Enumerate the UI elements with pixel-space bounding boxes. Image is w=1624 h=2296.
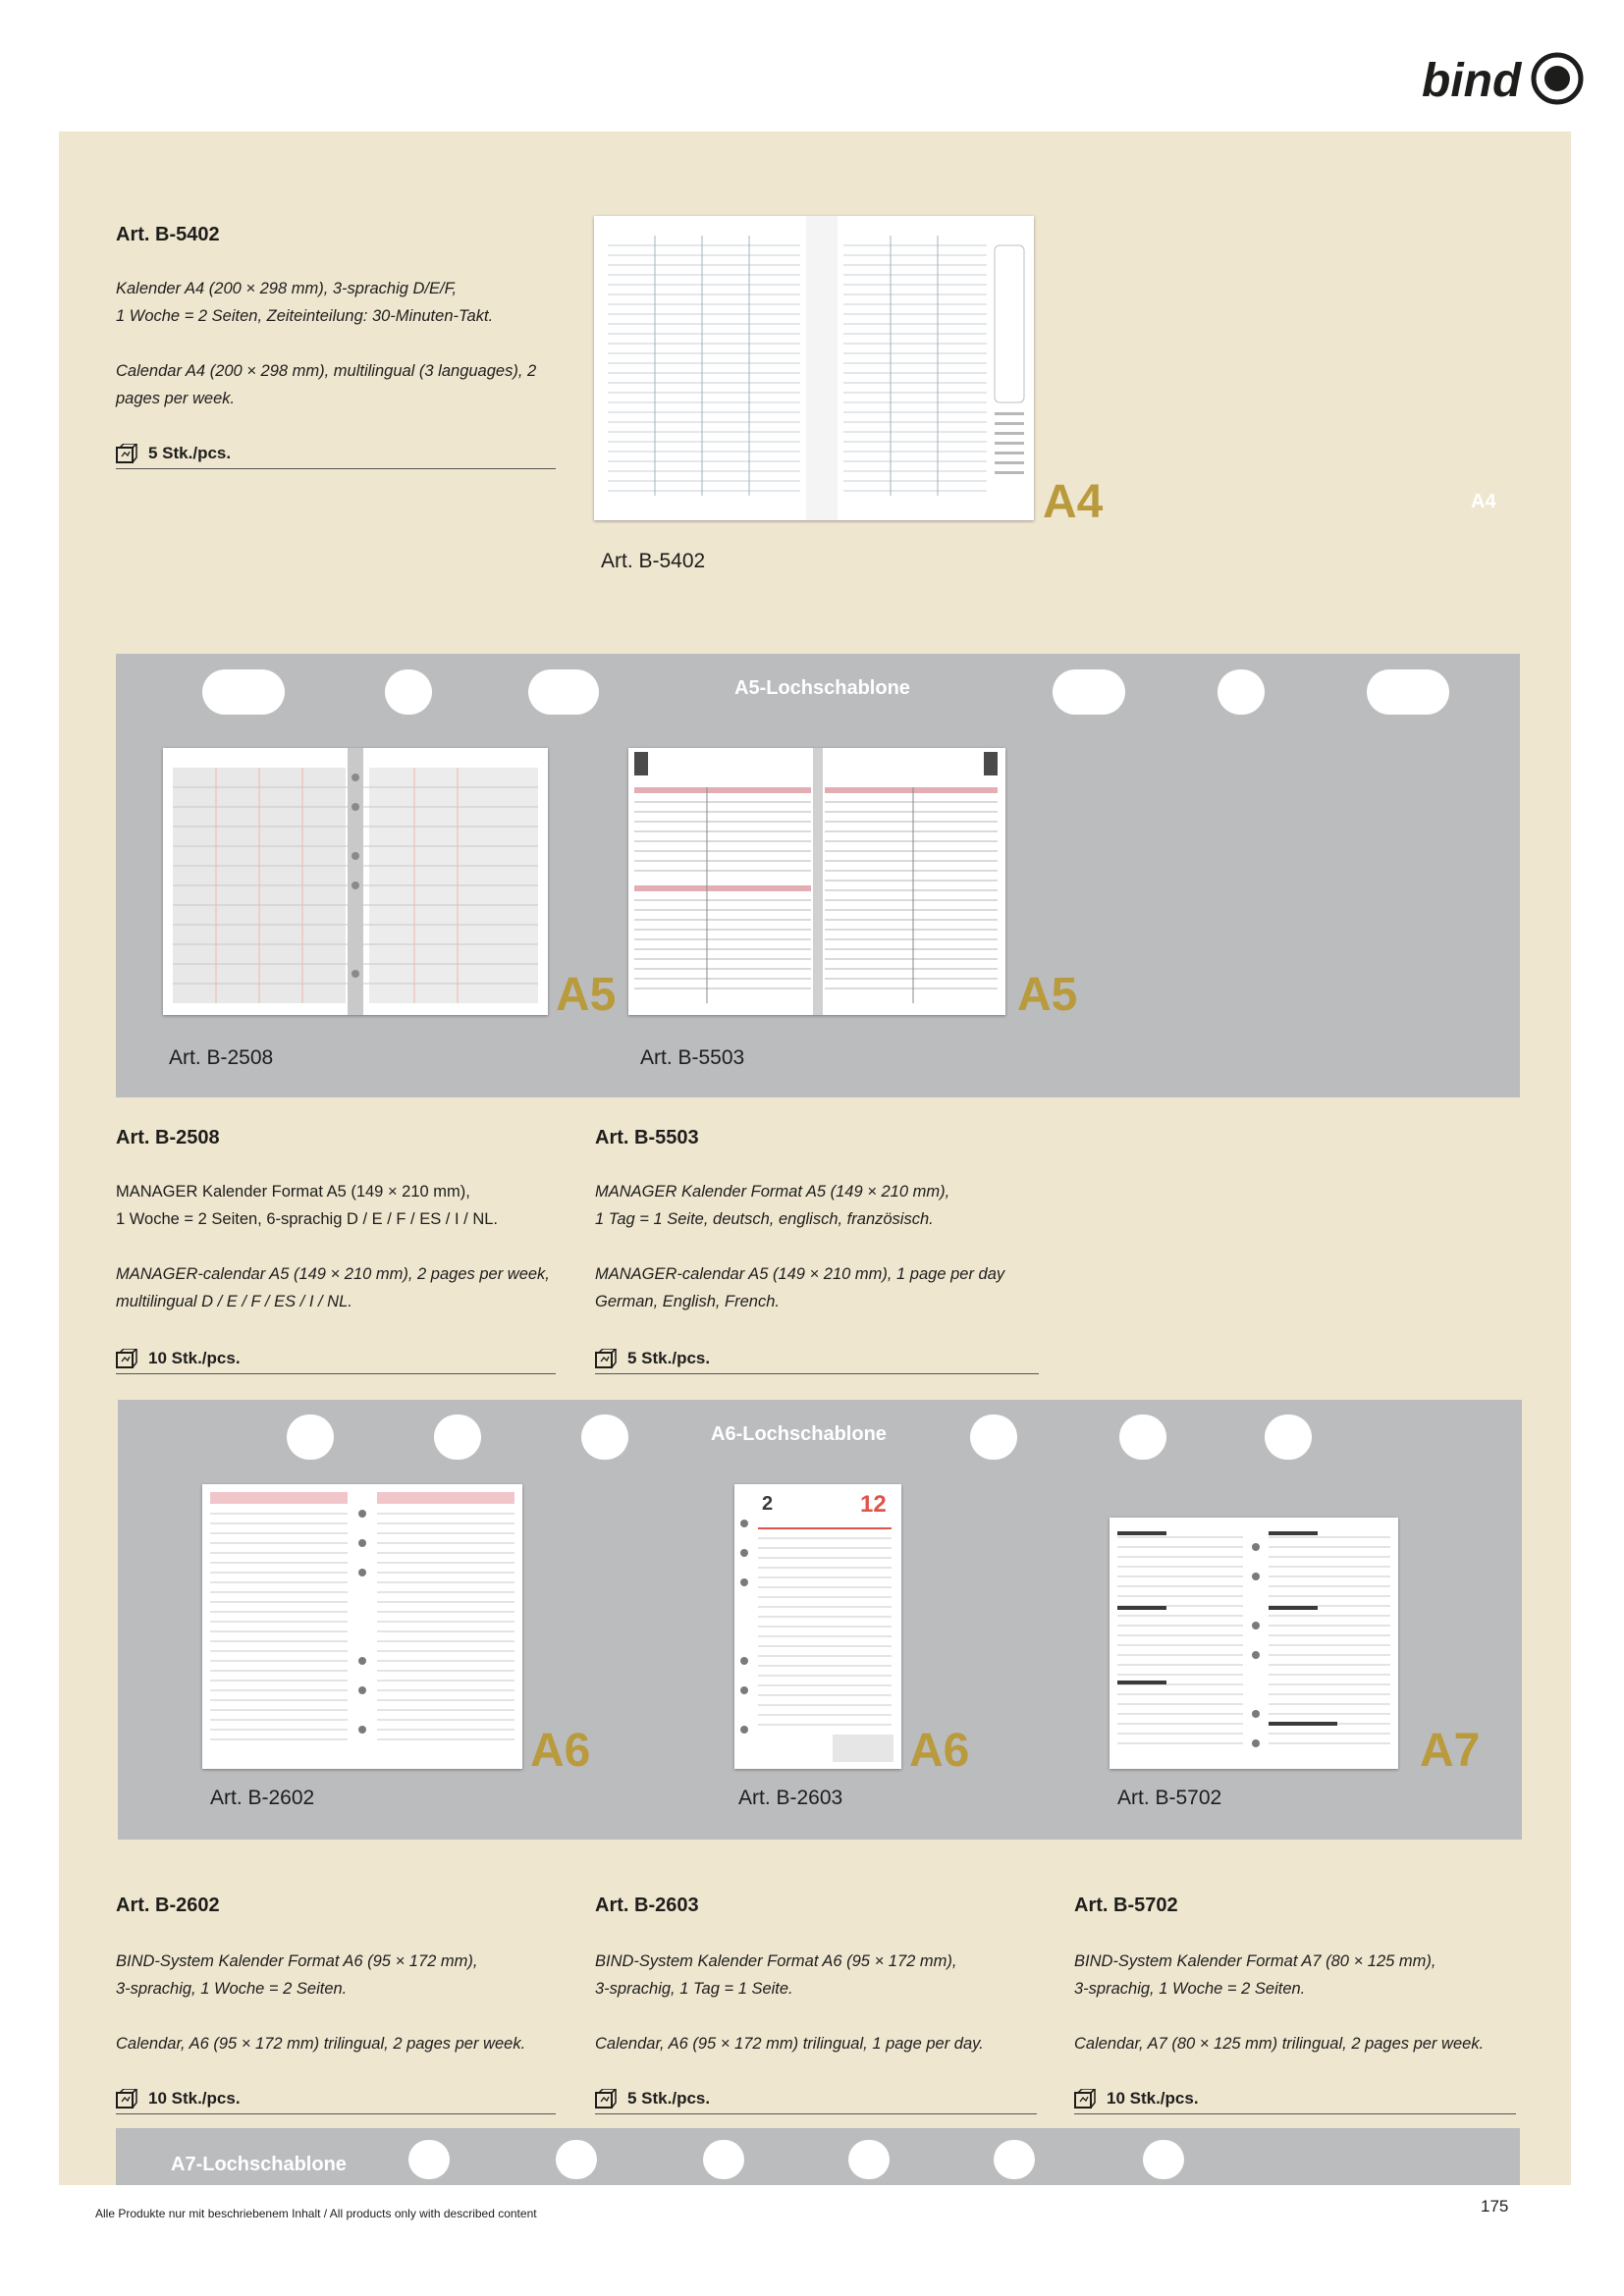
bind-logo (1422, 51, 1595, 110)
product-desc-de-b5402: Kalender A4 (200 × 298 mm), 3-sprachig D/E/F, 1 Woche = 2 Seiten, Zeiteinteilung: 30-Minuten-Takt. (116, 280, 494, 325)
footer-note: Alle Produkte nur mit beschriebenem Inhalt / All products only with described content (95, 2207, 537, 2220)
image-caption-b5402: Art. B-5402 (601, 550, 706, 572)
product-desc-en-b5702: Calendar, A7 (80 × 125 mm) trilingual, 2 pages per week. (1074, 2035, 1485, 2053)
product-desc-de-b2508: MANAGER Kalender Format A5 (149 × 210 mm), 1 Woche = 2 Seiten, 6-sprachig D / E / F / ES / I / NL. (116, 1183, 498, 1228)
punch-hole (1119, 1415, 1166, 1460)
package-icon (595, 2089, 617, 2109)
product-desc-en-b2603: Calendar, A6 (95 × 172 mm) trilingual, 1 page per day. (595, 2035, 984, 2053)
product-image-b5503 (628, 748, 1005, 1015)
product-image-b2508 (163, 748, 548, 1015)
punch-hole (848, 2140, 890, 2179)
product-title-b2603: Art. B-2603 (595, 1895, 699, 1916)
template-title-a7: A7-Lochschablone (171, 2154, 347, 2175)
product-desc-en-b5503: MANAGER-calendar A5 (149 × 210 mm), 1 page per day German, English, French. (595, 1265, 1005, 1310)
product-desc-en-b2508: MANAGER-calendar A5 (149 × 210 mm), 2 pages per week, multilingual D / E / F / ES / I / NL. (116, 1265, 550, 1310)
pack-size-b2602: 10 Stk./pcs. (116, 2085, 556, 2114)
format-label-a5-second: A5 (1017, 969, 1078, 1021)
image-caption-b5503: Art. B-5503 (640, 1046, 745, 1069)
image-caption-b2508: Art. B-2508 (169, 1046, 274, 1069)
punch-hole (581, 1415, 628, 1460)
punch-hole (202, 669, 285, 715)
template-title-a5: A5-Lochschablone (734, 677, 910, 699)
product-image-b5402 (594, 216, 1034, 520)
product-title-b5702: Art. B-5702 (1074, 1895, 1178, 1916)
package-icon (1074, 2089, 1096, 2109)
image-caption-b5702: Art. B-5702 (1117, 1787, 1222, 1809)
product-title-b2508: Art. B-2508 (116, 1127, 220, 1148)
format-label-a7: A7 (1420, 1725, 1481, 1777)
product-image-b5702 (1110, 1518, 1398, 1769)
product-title-b5402: Art. B-5402 (116, 224, 220, 245)
punch-hole (1265, 1415, 1312, 1460)
product-desc-de-b5503: MANAGER Kalender Format A5 (149 × 210 mm), 1 Tag = 1 Seite, deutsch, englisch, französisch. (595, 1183, 950, 1228)
pack-size-b5503: 5 Stk./pcs. (595, 1345, 1039, 1374)
pack-size-b2603: 5 Stk./pcs. (595, 2085, 1037, 2114)
punch-hole (1053, 669, 1125, 715)
punch-hole (1367, 669, 1449, 715)
page-number: 175 (1481, 2197, 1509, 2216)
product-title-b2602: Art. B-2602 (116, 1895, 220, 1916)
pack-size-b2508: 10 Stk./pcs. (116, 1345, 556, 1374)
template-title-a6: A6-Lochschablone (711, 1423, 887, 1445)
punch-hole (287, 1415, 334, 1460)
punch-hole (703, 2140, 744, 2179)
format-label-a6: A6 (530, 1725, 591, 1777)
format-label-a6-second: A6 (909, 1725, 970, 1777)
pack-size-b5402: 5 Stk./pcs. (116, 440, 556, 469)
punch-hole (408, 2140, 450, 2179)
package-icon (116, 444, 137, 463)
package-icon (116, 1349, 137, 1368)
punch-hole (1218, 669, 1265, 715)
image-caption-b2602: Art. B-2602 (210, 1787, 315, 1809)
package-icon (116, 2089, 137, 2109)
product-desc-en-b2602: Calendar, A6 (95 × 172 mm) trilingual, 2 pages per week. (116, 2035, 526, 2053)
punch-hole (385, 669, 432, 715)
punch-hole (994, 2140, 1035, 2179)
package-icon (595, 1349, 617, 1368)
day-number: 12 (860, 1491, 887, 1518)
product-desc-en-b5402: Calendar A4 (200 × 298 mm), multilingual (3 languages), 2 pages per week. (116, 362, 537, 407)
logo-text: bind (1422, 55, 1522, 107)
product-desc-de-b2602: BIND-System Kalender Format A6 (95 × 172 mm), 3-sprachig, 1 Woche = 2 Seiten. (116, 1952, 478, 1998)
format-label-a4-small: A4 (1471, 491, 1496, 512)
product-title-b5503: Art. B-5503 (595, 1127, 699, 1148)
product-desc-de-b5702: BIND-System Kalender Format A7 (80 × 125 mm), 3-sprachig, 1 Woche = 2 Seiten. (1074, 1952, 1436, 1998)
format-label-a4: A4 (1043, 476, 1104, 528)
product-image-b2602 (202, 1484, 522, 1769)
pack-size-b5702: 10 Stk./pcs. (1074, 2085, 1516, 2114)
product-image-b2603 (734, 1484, 901, 1769)
week-number: 2 (762, 1493, 774, 1515)
format-label-a5: A5 (556, 969, 617, 1021)
punch-hole (970, 1415, 1017, 1460)
punch-hole (1143, 2140, 1184, 2179)
image-caption-b2603: Art. B-2603 (738, 1787, 843, 1809)
punch-hole (434, 1415, 481, 1460)
punch-hole (528, 669, 599, 715)
product-desc-de-b2603: BIND-System Kalender Format A6 (95 × 172 mm), 3-sprachig, 1 Tag = 1 Seite. (595, 1952, 957, 1998)
punch-hole (556, 2140, 597, 2179)
